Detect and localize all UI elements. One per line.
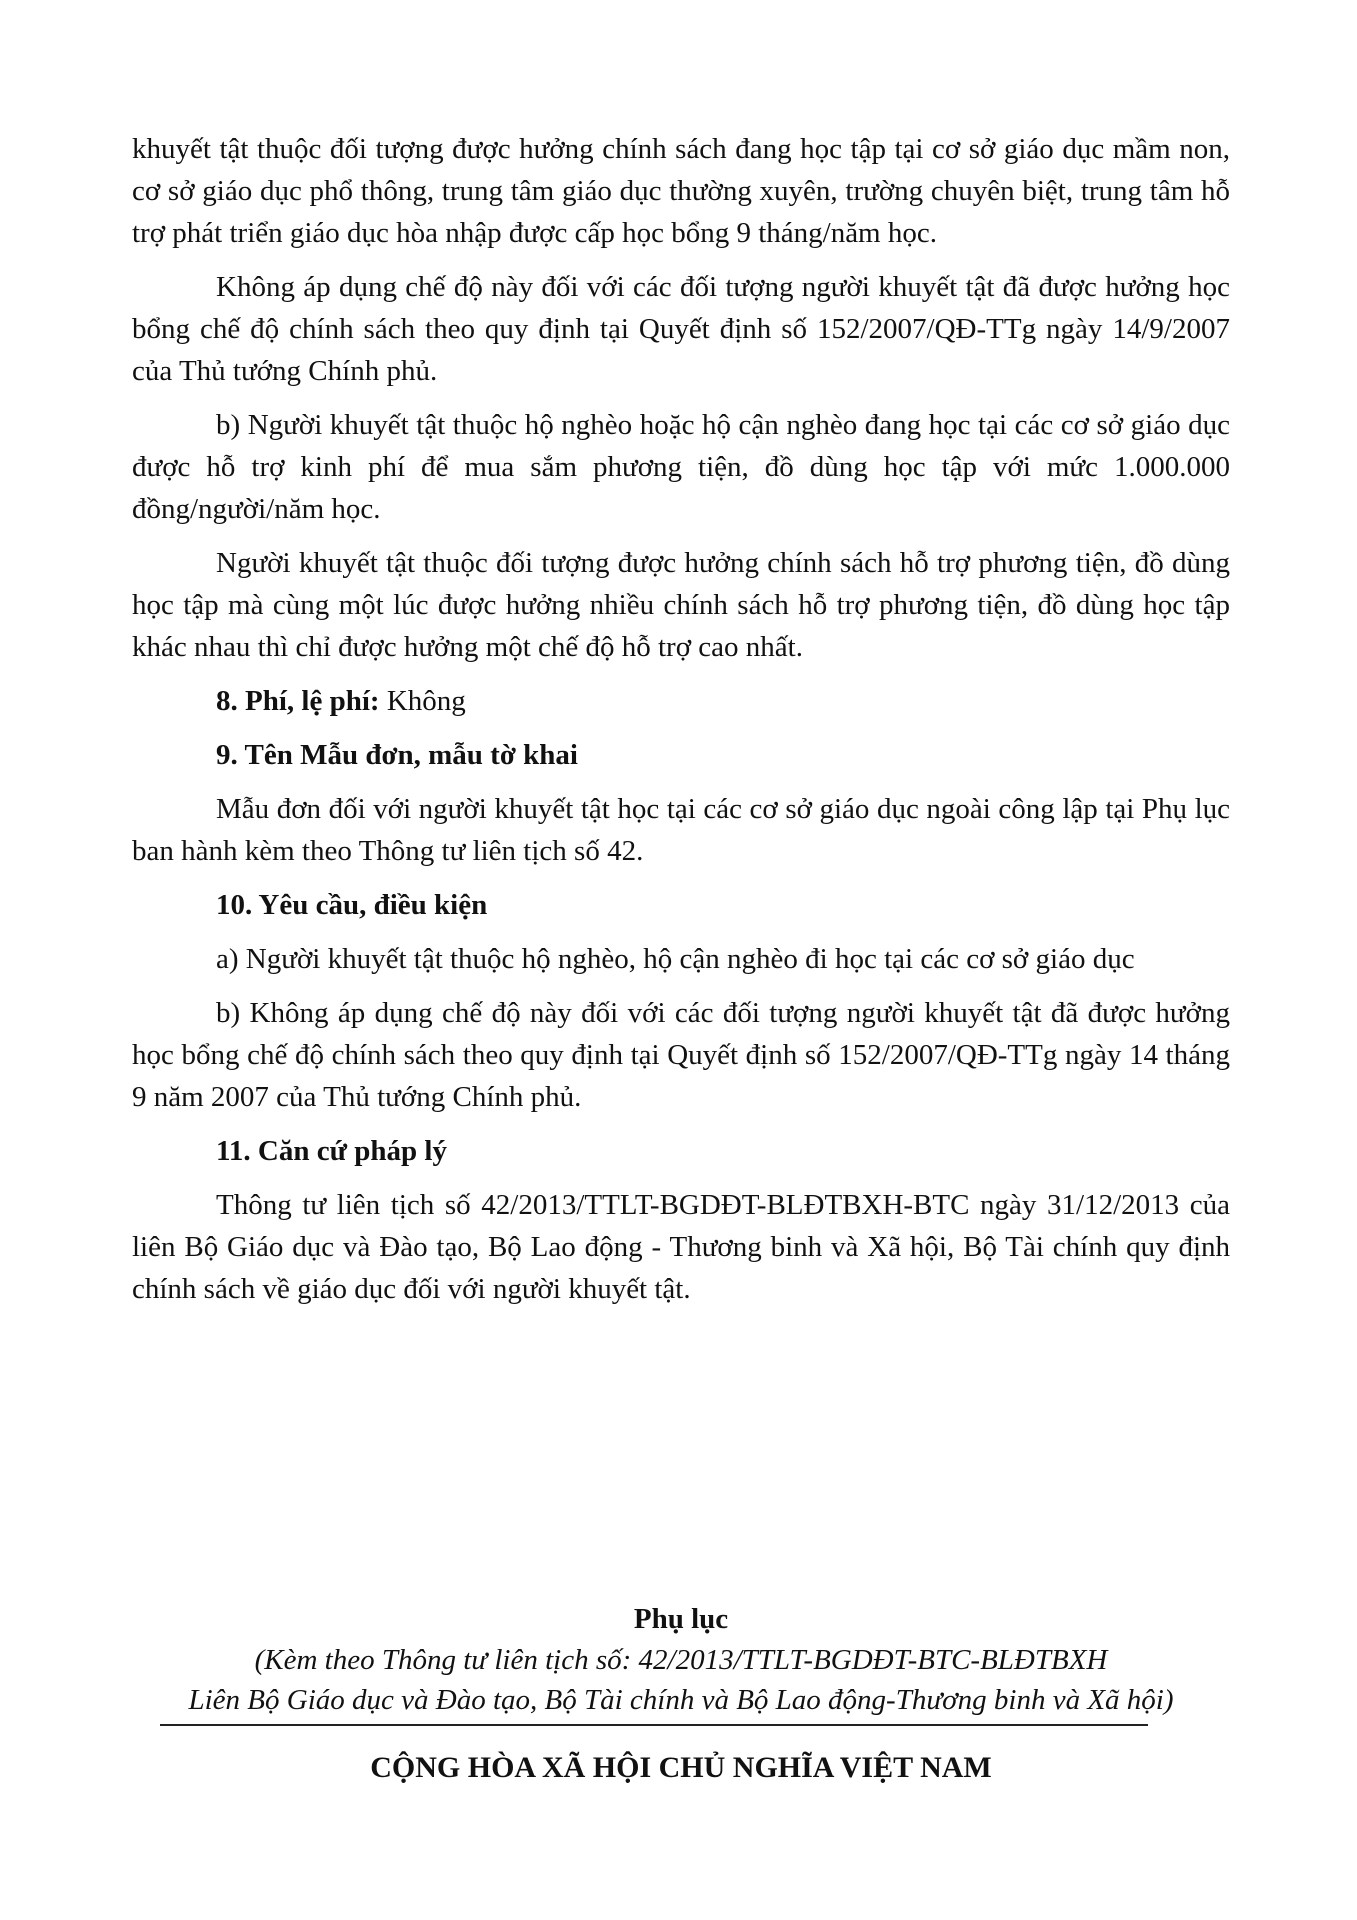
section-8-value: Không xyxy=(379,685,466,717)
section-10-item-a: a) Người khuyết tật thuộc hộ nghèo, hộ cận nghèo đi học tại các cơ sở giáo dục xyxy=(216,943,1135,975)
section-10-heading: 10. Yêu cầu, điều kiện xyxy=(216,889,488,921)
section-8-label: 8. Phí, lệ phí: xyxy=(216,685,380,717)
section-11-heading: 11. Căn cứ pháp lý xyxy=(216,1135,447,1167)
appendix-note-line-1: (Kèm theo Thông tư liên tịch số: 42/2013/TTLT-BGDĐT-BTC-BLĐTBXH xyxy=(254,1644,1108,1676)
section-10-item-b: b) Không áp dụng chế độ này đối với các đối tượng người khuyết tật đã được hưởng học bổng chế độ chính sách theo quy định tại Quyết định số 152/2007/QĐ-TTg ngày 14 tháng 9 năm 2007 của Thủ tướng Chính phủ. xyxy=(132,997,1230,1113)
horizontal-divider xyxy=(160,1724,1148,1726)
section-8-fees xyxy=(132,680,1230,722)
section-9-heading: 9. Tên Mẫu đơn, mẫu tờ khai xyxy=(216,739,578,771)
paragraph-support-rule: Người khuyết tật thuộc đối tượng được hưởng chính sách hỗ trợ phương tiện, đồ dùng học tập mà cùng một lúc được hưởng nhiều chính sách hỗ trợ phương tiện, đồ dùng học tập khác nhau thì chỉ được hưởng một chế độ hỗ trợ cao nhất. xyxy=(132,547,1230,663)
national-title: CỘNG HÒA XÃ HỘI CHỦ NGHĨA VIỆT NAM xyxy=(370,1751,992,1784)
appendix-block xyxy=(132,1598,1230,1720)
appendix-title: Phụ lục xyxy=(633,1603,729,1635)
document-body xyxy=(132,128,1230,1322)
paragraph-exclusion: Không áp dụng chế độ này đối với các đối tượng người khuyết tật đã được hưởng học bổng chế độ chính sách theo quy định tại Quyết định số 152/2007/QĐ-TTg ngày 14/9/2007 của Thủ tướng Chính phủ. xyxy=(132,271,1230,387)
section-11-text: Thông tư liên tịch số 42/2013/TTLT-BGDĐT-BLĐTBXH-BTC ngày 31/12/2013 của liên Bộ Giáo dục và Đào tạo, Bộ Lao động - Thương binh và Xã hội, Bộ Tài chính quy định chính sách về giáo dục đối với người khuyết tật. xyxy=(132,1189,1230,1305)
section-9-text: Mẫu đơn đối với người khuyết tật học tại các cơ sở giáo dục ngoài công lập tại Phụ lục ban hành kèm theo Thông tư liên tịch số 42. xyxy=(132,793,1230,867)
paragraph-scholarship: khuyết tật thuộc đối tượng được hưởng chính sách đang học tập tại cơ sở giáo dục mầm non, cơ sở giáo dục phổ thông, trung tâm giáo dục thường xuyên, trường chuyên biệt, trung tâm hỗ trợ phát triển giáo dục hòa nhập được cấp học bổng 9 tháng/năm học. xyxy=(132,133,1230,249)
appendix-note-line-2: Liên Bộ Giáo dục và Đào tạo, Bộ Tài chính và Bộ Lao động-Thương binh và Xã hội) xyxy=(188,1684,1174,1716)
paragraph-support-b: b) Người khuyết tật thuộc hộ nghèo hoặc hộ cận nghèo đang học tại các cơ sở giáo dục được hỗ trợ kinh phí để mua sắm phương tiện, đồ dùng học tập với mức 1.000.000 đồng/người/năm học. xyxy=(132,409,1230,525)
